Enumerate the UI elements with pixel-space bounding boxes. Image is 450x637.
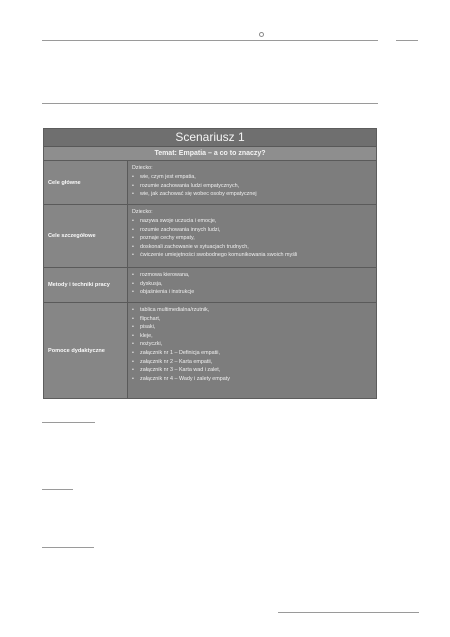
row-list	[132, 306, 372, 383]
page-marker-icon	[259, 32, 264, 37]
row-list	[132, 217, 372, 260]
footer-rule	[278, 612, 419, 613]
table-row-main-goals	[44, 161, 376, 205]
list-item: • tablica multimedialna/rzutnik,	[132, 306, 372, 315]
row-content	[128, 205, 376, 267]
list-item: • flipchart,	[132, 315, 372, 324]
list-item: • ćwiczenie umiejętności swobodnego komunikowania swoich myśli	[132, 251, 372, 260]
scenario-table	[43, 128, 377, 399]
list-item: • załącznik nr 3 – Karta wad i zalet,	[132, 366, 372, 375]
blank-line	[42, 489, 73, 490]
table-row-detailed-goals	[44, 205, 376, 268]
list-item: • objaśnienia i instrukcje	[132, 288, 372, 297]
list-item: • załącznik nr 4 – Wady i zalety empaty	[132, 375, 372, 384]
list-item: • nożyczki,	[132, 340, 372, 349]
header-rule	[42, 40, 378, 41]
row-list	[132, 173, 372, 199]
list-item: • wie, jak zachować się wobec osoby empatycznej	[132, 190, 372, 199]
row-label: Metody i techniki pracy	[44, 268, 128, 302]
list-item: • dyskusja,	[132, 280, 372, 289]
list-item: • kleje,	[132, 332, 372, 341]
row-list	[132, 271, 372, 297]
scenario-title: Scenariusz 1	[44, 129, 376, 147]
row-intro: Dziecko:	[132, 209, 153, 215]
header-rule-short	[396, 40, 418, 41]
list-item: • poznaje cechy empaty,	[132, 234, 372, 243]
scenario-topic: Temat: Empatia – a co to znaczy?	[44, 147, 376, 161]
row-content	[128, 303, 376, 398]
table-row-methods	[44, 268, 376, 303]
list-item: • pisaki,	[132, 323, 372, 332]
section-rule	[42, 103, 378, 104]
blank-line	[42, 547, 94, 548]
row-content	[128, 161, 376, 204]
list-item: • nazywa swoje uczucia i emocje,	[132, 217, 372, 226]
list-item: • rozmowa kierowana,	[132, 271, 372, 280]
row-intro: Dziecko:	[132, 165, 153, 171]
row-content	[128, 268, 376, 302]
list-item: • załącznik nr 1 – Definicja empatii,	[132, 349, 372, 358]
row-label: Cele szczegółowe	[44, 205, 128, 267]
list-item: • rozumie zachowania innych ludzi,	[132, 226, 372, 235]
blank-line	[42, 422, 95, 423]
table-row-teaching-aids	[44, 303, 376, 398]
list-item: • doskonali zachowanie w sytuacjach trudnych,	[132, 243, 372, 252]
row-label: Pomoce dydaktyczne	[44, 303, 128, 398]
list-item: • wie, czym jest empatia,	[132, 173, 372, 182]
list-item: • rozumie zachowania ludzi empatycznych,	[132, 182, 372, 191]
list-item: • załącznik nr 2 – Karta empatii,	[132, 358, 372, 367]
row-label: Cele główne	[44, 161, 128, 204]
